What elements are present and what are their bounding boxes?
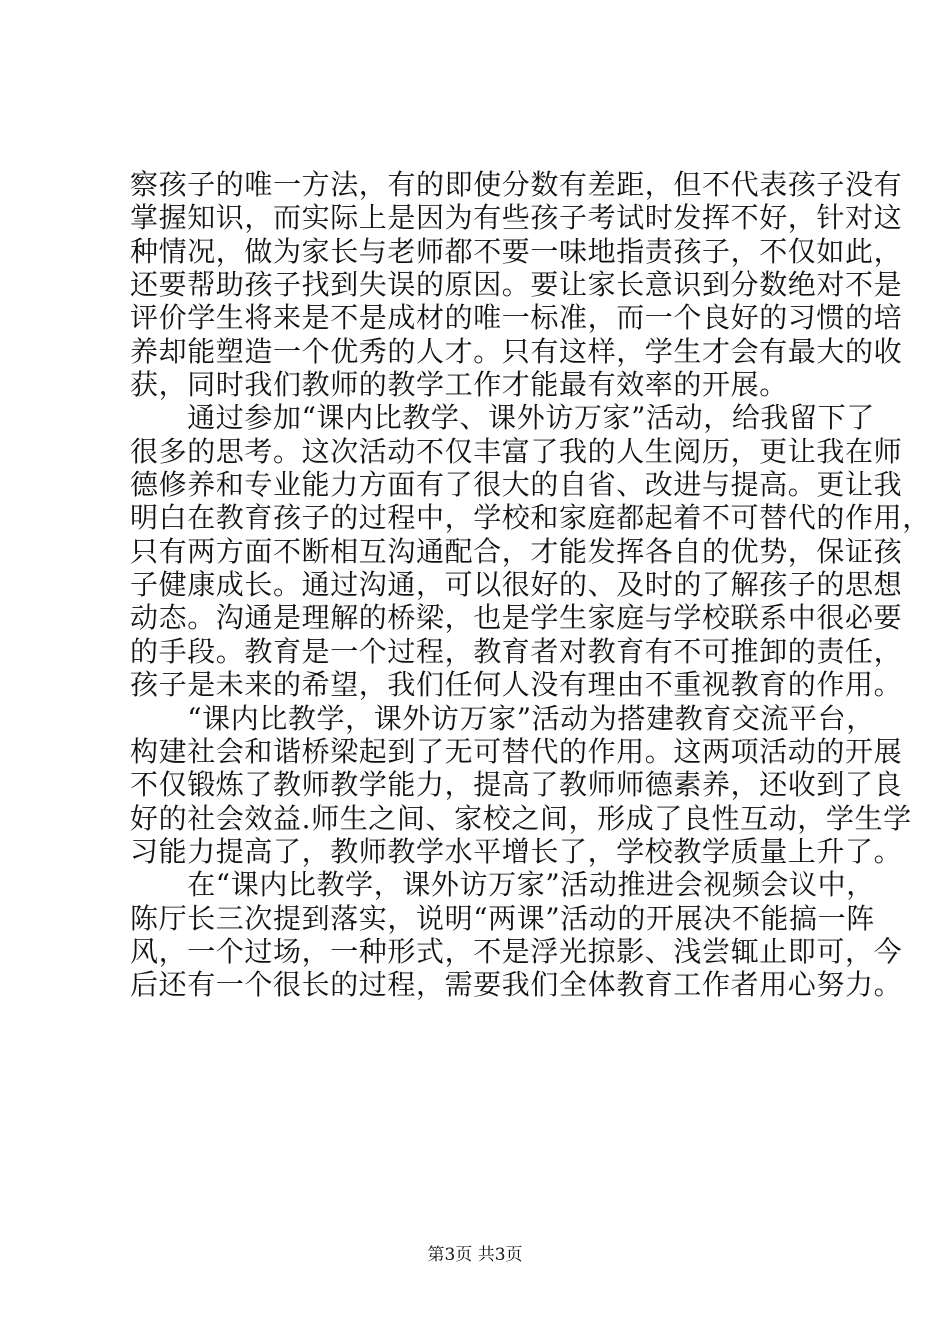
text-line: 孩子是未来的希望，我们任何人没有理由不重视教育的作用。 [130,668,903,702]
text-line: 习能力提高了，教师教学水平增长了，学校教学质量上升了。 [130,834,903,868]
text-line: 种情况，做为家长与老师都不要一味地指责孩子，不仅如此， [130,234,903,268]
text-line: 后还有一个很长的过程，需要我们全体教育工作者用心努力。 [130,968,903,1002]
text-line: 子健康成长。通过沟通，可以很好的、及时的了解孩子的思想 [130,568,903,602]
body-text [130,168,931,1002]
page-number-footer: 第3页 共3页 [427,1245,523,1265]
text-line: 评价学生将来是不是成材的唯一标准，而一个良好的习惯的培 [130,301,903,335]
text-line: 察孩子的唯一方法，有的即使分数有差距，但不代表孩子没有 [130,168,903,201]
text-line: 德修养和专业能力方面有了很大的自省、改进与提高。更让我 [130,468,903,502]
text-line: 只有两方面不断相互沟通配合，才能发挥各自的优势，保证孩 [130,534,903,568]
text-line: 好的社会效益.师生之间、家校之间，形成了良性互动，学生学 [130,801,912,835]
text-line: 很多的思考。这次活动不仅丰富了我的人生阅历，更让我在师 [130,434,903,468]
text-line: 掌握知识，而实际上是因为有些孩子考试时发挥不好，针对这 [130,201,903,235]
text-line: 风，一个过场，一种形式，不是浮光掠影、浅尝辄止即可，今 [130,934,903,968]
text-line: “课内比教学，课外访万家”活动为搭建教育交流平台， [130,701,875,735]
text-line: 还要帮助孩子找到失误的原因。要让家长意识到分数绝对不是 [130,268,903,302]
text-line: 在“课内比教学，课外访万家”活动推进会视频会议中， [130,868,875,902]
text-line: 的手段。教育是一个过程，教育者对教育有不可推卸的责任， [130,634,903,668]
text-line: 构建社会和谐桥梁起到了无可替代的作用。这两项活动的开展 [130,734,903,768]
text-line: 不仅锻炼了教师教学能力，提高了教师师德素养，还收到了良 [130,768,903,802]
text-line: 动态。沟通是理解的桥梁，也是学生家庭与学校联系中很必要 [130,601,903,635]
text-line: 通过参加“课内比教学、课外访万家”活动，给我留下了 [130,401,875,435]
text-line: 获，同时我们教师的教学工作才能最有效率的开展。 [130,368,788,402]
text-line: 明白在教育孩子的过程中，学校和家庭都起着不可替代的作用， [130,501,931,535]
text-line: 陈厅长三次提到落实，说明“两课”活动的开展决不能搞一阵 [130,901,875,935]
text-line: 养却能塑造一个优秀的人才。只有这样，学生才会有最大的收 [130,334,903,368]
